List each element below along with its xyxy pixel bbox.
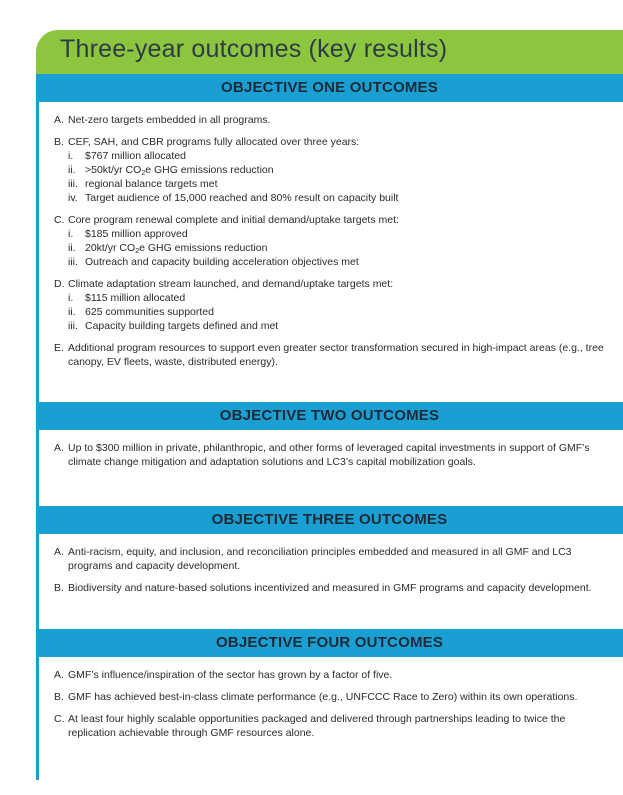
sub-item: ii. 20kt/yr $CO_2e$ GHG emissions reduction xyxy=(68,242,268,255)
sub-item: iv. Target audience of 15,000 reached and 80% result on capacity built xyxy=(68,192,399,204)
page-title: Three-year outcomes (key results) xyxy=(60,35,448,63)
objective-four-header: OBJECTIVE FOUR OUTCOMES xyxy=(36,629,623,657)
sub-item: iii. regional balance targets met xyxy=(68,178,218,190)
objective-three-header: OBJECTIVE THREE OUTCOMES xyxy=(36,506,623,534)
sub-item: iii. Outreach and capacity building acceleration objectives met xyxy=(68,256,359,268)
objective-two-header: OBJECTIVE TWO OUTCOMES xyxy=(36,402,623,430)
title-band xyxy=(36,30,623,74)
objective-one-header: OBJECTIVE ONE OUTCOMES xyxy=(36,74,623,102)
sub-item: iii. Capacity building targets defined and met xyxy=(68,320,279,332)
outcome-item: B. CEF, SAH, and CBR programs fully allocated over three years: i. $767 million allocated ii. >50kt/yr $CO_2e$ GHG emissions reduction iii. regional balance targets met iv. Target audience of 15,000 reached and 80% result on capacity built xyxy=(54,135,614,205)
objective-three-outcomes xyxy=(54,545,614,603)
outcome-item: B. GMF has achieved best-in-class climate performance (e.g., UNFCCC Race to Zero) within its own operations. xyxy=(54,691,578,703)
outcome-item: A. GMF’s influence/inspiration of the sector has grown by a factor of five. xyxy=(54,669,393,681)
outcome-item: A. Net-zero targets embedded in all programs. xyxy=(54,114,271,126)
objective-four-outcomes xyxy=(54,668,614,748)
outcome-item: C. At least four highly scalable opportunities packaged and delivered through partnerships leading to twice the replication achievable through GMF resources alone. xyxy=(54,713,566,739)
sub-item: i. $767 million allocated xyxy=(68,150,186,162)
sub-item: ii. >50kt/yr $CO_2e$ GHG emissions reduction xyxy=(68,164,274,177)
outcome-item: C. Core program renewal complete and initial demand/uptake targets met: i. $185 million approved ii. 20kt/yr $CO_2e$ GHG emissions reduction iii. Outreach and capacity building acceleration objectives met xyxy=(54,213,614,269)
sub-item: i. $185 million approved xyxy=(68,228,188,240)
outcome-item: E. Additional program resources to support even greater sector transformation secured in high-impact areas (e.g., tree canopy, EV fleets, waste, distributed energy). xyxy=(54,342,604,368)
outcome-item: A. Up to $300 million in private, philanthropic, and other forms of leveraged capital investments in support of GMF’s climate change mitigation and adaptation solutions and LC3’s capital mobilization goals. xyxy=(54,442,590,468)
objective-two-outcomes xyxy=(54,441,614,477)
sub-item: i. $115 million allocated xyxy=(68,292,186,304)
outcome-item: A. Anti-racism, equity, and inclusion, and reconciliation principles embedded and measured in all GMF and LC3 programs and capacity development. xyxy=(54,546,572,572)
outcome-item: D. Climate adaptation stream launched, and demand/uptake targets met: i. $115 million allocated ii. 625 communities supported iii. Capacity building targets defined and met xyxy=(54,277,614,333)
sub-item: ii. 625 communities supported xyxy=(68,306,214,318)
outcome-item: B. Biodiversity and nature-based solutions incentivized and measured in GMF programs and capacity development. xyxy=(54,582,592,594)
objective-one-outcomes xyxy=(54,113,614,377)
